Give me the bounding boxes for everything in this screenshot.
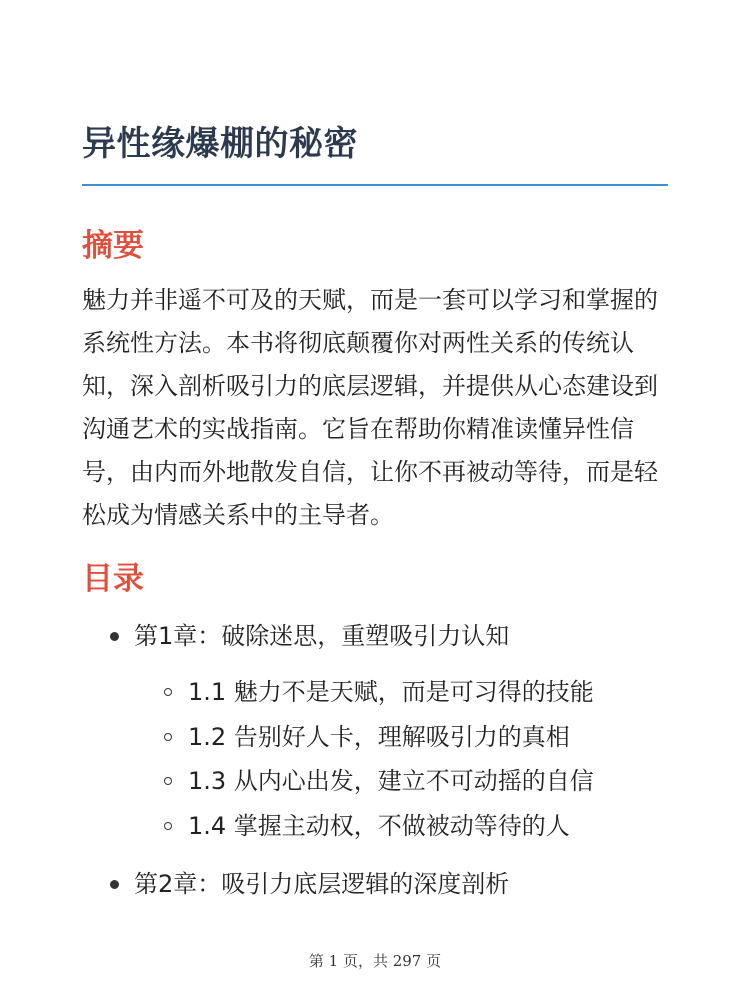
bullet-circle-icon <box>164 777 172 785</box>
toc-section-item[interactable] <box>188 677 594 707</box>
document-title: 异性缘爆棚的秘密 <box>82 124 358 164</box>
abstract-paragraph: 魅力并非遥不可及的天赋，而是一套可以学习和掌握的系统性方法。本书将彻底颠覆你对两性关系的传统认知，深入剖析吸引力的底层逻辑，并提供从心态建设到沟通艺术的实战指南。它旨在帮助你精准读懂异性信号，由内而外地散发自信，让你不再被动等待，而是轻松成为情感关系中的主导者。 <box>82 286 658 529</box>
toc-section-label: 1.3 从内心出发，建立不可动摇的自信 <box>188 767 594 795</box>
bullet-dot-icon <box>110 880 119 889</box>
bullet-dot-icon <box>110 632 119 641</box>
toc-chapter-label: 第2章：吸引力底层逻辑的深度剖析 <box>134 870 510 898</box>
abstract-heading: 摘要 <box>82 228 144 264</box>
toc-section-item[interactable] <box>188 722 570 752</box>
bullet-circle-icon <box>164 822 172 830</box>
toc-section-label: 1.2 告别好人卡，理解吸引力的真相 <box>188 723 570 751</box>
page-number-footer: 第 1 页，共 297 页 <box>308 952 442 970</box>
toc-chapter-label: 第1章：破除迷思，重塑吸引力认知 <box>134 622 510 650</box>
toc-section-label: 1.4 掌握主动权，不做被动等待的人 <box>188 812 570 840</box>
toc-section-item[interactable] <box>188 811 570 841</box>
toc-heading: 目录 <box>82 561 144 597</box>
bullet-circle-icon <box>164 733 172 741</box>
toc-chapter-item[interactable] <box>134 621 509 651</box>
title-divider <box>82 184 668 186</box>
toc-section-label: 1.1 魅力不是天赋，而是可习得的技能 <box>188 678 594 706</box>
document-page <box>82 0 668 1000</box>
toc-section-item[interactable] <box>188 766 594 796</box>
bullet-circle-icon <box>164 688 172 696</box>
toc-chapter-item[interactable] <box>134 869 509 899</box>
